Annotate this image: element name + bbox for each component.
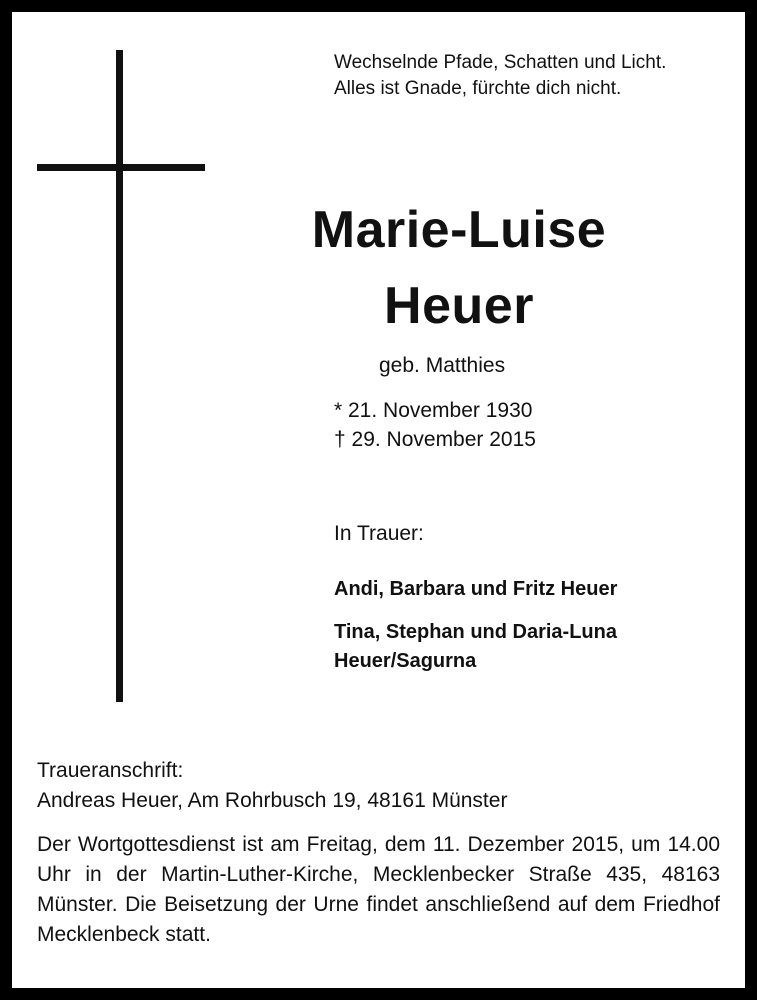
- family-line: Andi, Barbara und Fritz Heuer: [334, 578, 618, 600]
- life-dates: [334, 396, 536, 454]
- address-value: Andreas Heuer, Am Rohrbusch 19, 48161 Münster: [37, 789, 508, 812]
- family-line: Tina, Stephan und Daria-Luna: [334, 621, 617, 643]
- mourning-address: [37, 756, 507, 816]
- cross-icon-horizontal: [37, 164, 205, 171]
- service-info: Der Wortgottesdienst ist am Freitag, dem 11. Dezember 2015, um 14.00 Uhr in der Martin-Luther-Kirche, Mecklenbecker Straße 435, 48163 Münster. Die Beisetzung der Urne findet anschließend auf dem Friedhof Mecklenbeck statt.: [37, 833, 720, 946]
- family-entry: [334, 575, 617, 604]
- birth-date: * 21. November 1930: [334, 399, 533, 422]
- death-date: † 29. November 2015: [334, 428, 536, 451]
- address-label: Traueranschrift:: [37, 759, 184, 782]
- verse: Wechselnde Pfade, Schatten und Licht. Alles ist Gnade, fürchte dich nicht.: [334, 52, 667, 99]
- family-line: Heuer/Sagurna: [334, 650, 477, 672]
- deceased-last-name: Heuer: [384, 277, 534, 335]
- mourning-label: In Trauer:: [334, 522, 424, 545]
- maiden-name: geb. Matthies: [379, 354, 506, 377]
- obituary-notice: [12, 12, 745, 988]
- family-entry: [334, 618, 617, 676]
- cross-icon-vertical: [116, 50, 123, 702]
- deceased-first-name: Marie-Luise: [311, 201, 607, 259]
